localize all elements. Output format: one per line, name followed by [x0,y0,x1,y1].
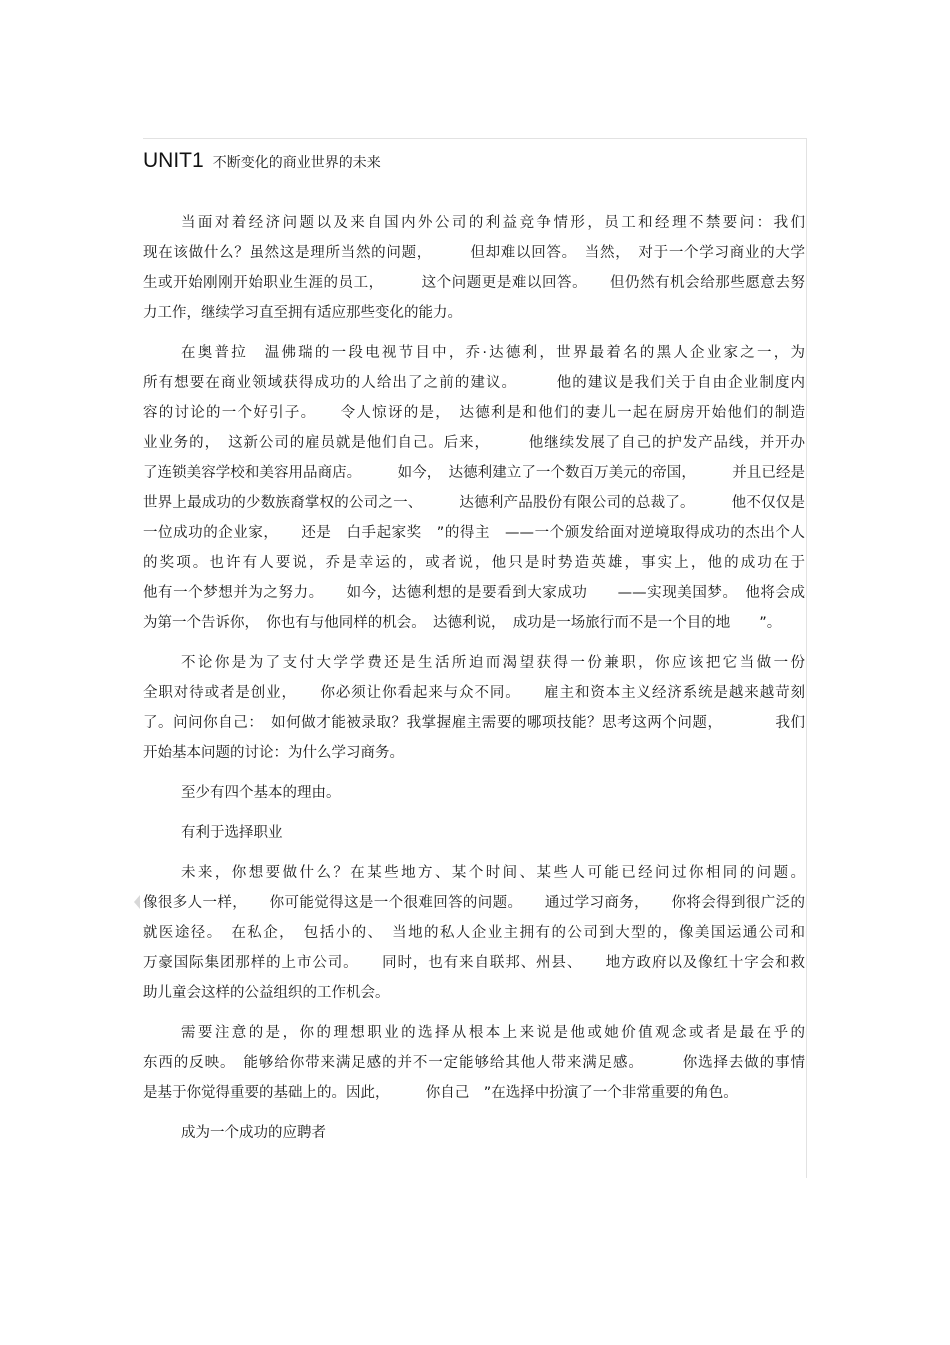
text-line: 东西的反映。 能够给你带来满足感的并不一定能够给其他人带来满足感。 你选择去做的事情 [143,1055,805,1071]
text-line: 全职对待或者是创业， 你必须让你看起来与众不同。 雇主和资本主义经济系统是越来越苛刻 [143,685,805,701]
text-line: 世界上最成功的少数族裔掌权的公司之一、 达德利产品股份有限公司的总裁了。 他不仅仅是 [143,495,805,511]
text-line: 在奥普拉 温佛瑞的一段电视节目中，乔·达德利，世界最着名的黑人企业家之一，为 [181,345,805,361]
text-line: 未来，你想要做什么？在某些地方、某个时间、某些人可能已经问过你相同的问题。 [181,865,805,881]
text-line: 当面对着经济问题以及来自国内外公司的利益竞争情形，员工和经理不禁要问：我们 [181,215,805,231]
text-line: 他有一个梦想并为之努力。 如今，达德利想的是要看到大家成功 ——实现美国梦。 他将会成 [143,585,805,601]
text-line: 容的讨论的一个好引子。 令人惊讶的是， 达德利是和他们的妻儿一起在厨房开始他们的制造 [143,405,805,421]
text-line: 开始基本问题的讨论：为什么学习商务。 [143,745,404,761]
document-title [143,146,805,178]
paragraph [143,208,805,328]
text-line: 万豪国际集团那样的上市公司。 同时，也有来自联邦、州县、 地方政府以及像红十字会和救 [143,955,805,971]
text-line: 为第一个告诉你， 你也有与他同样的机会。 达德利说， 成功是一场旅行而不是一个目的地 ”。 [143,615,782,631]
text-line: 现在该做什么？虽然这是理所当然的问题， 但却难以回答。 当然， 对于一个学习商业的大学 [143,245,805,261]
document-blocks [143,208,805,1148]
text-line: 力工作，继续学习直至拥有适应那些变化的能力。 [143,305,462,321]
text-line: 助儿童会这样的公益组织的工作机会。 [143,985,390,1001]
section-heading: 有利于选择职业 [181,825,283,841]
unit-label: UNIT1 [143,149,204,172]
text-line: 不论你是为了支付大学学费还是生活所迫而渴望获得一份兼职，你应该把它当做一份 [181,655,805,671]
section-heading: 成为一个成功的应聘者 [181,1125,326,1141]
text-line: 就医途径。 在私企， 包括小的、 当地的私人企业主拥有的公司到大型的，像美国运通公司和 [143,925,805,941]
text-line: 是基于你觉得重要的基础上的。因此， 你自己 ”在选择中扮演了一个非常重要的角色。 [143,1085,738,1101]
text-line: 像很多人一样， 你可能觉得这是一个很难回答的问题。 通过学习商务， 你将会得到很广泛的 [143,895,805,911]
paragraph [143,858,805,1008]
text-line: 了连锁美容学校和美容用品商店。 如今， 达德利建立了一个数百万美元的帝国， 并且已经是 [143,465,805,481]
section-heading: 至少有四个基本的理由。 [181,785,341,801]
title-text: 不断变化的商业世界的未来 [212,155,381,171]
document-body [143,146,805,1158]
paragraph [143,1018,805,1108]
page-edge-mark [134,895,140,909]
text-line: 了。问问你自己： 如何做才能被录取？我掌握雇主需要的哪项技能？思考这两个问题， 我们 [143,715,805,731]
text-line: 需要注意的是，你的理想职业的选择从根本上来说是他或她价值观念或者是最在乎的 [181,1025,805,1041]
text-line: 所有想要在商业领域获得成功的人给出了之前的建议。 他的建议是我们关于自由企业制度内 [143,375,805,391]
text-line: 业业务的， 这新公司的雇员就是他们自己。后来， 他继续发展了自己的护发产品线，并开办 [143,435,805,451]
text-line: 生或开始刚刚开始职业生涯的员工， 这个问题更是难以回答。 但仍然有机会给那些愿意去努 [143,275,805,291]
text-line: 一位成功的企业家， 还是 白手起家奖 ”的得主 ——一个颁发给面对逆境取得成功的杰出个人 [143,525,805,541]
text-line: 的奖项。也许有人要说，乔是幸运的，或者说，他只是时势造英雄，事实上，他的成功在于 [143,555,805,571]
paragraph [143,338,805,638]
paragraph [143,648,805,768]
